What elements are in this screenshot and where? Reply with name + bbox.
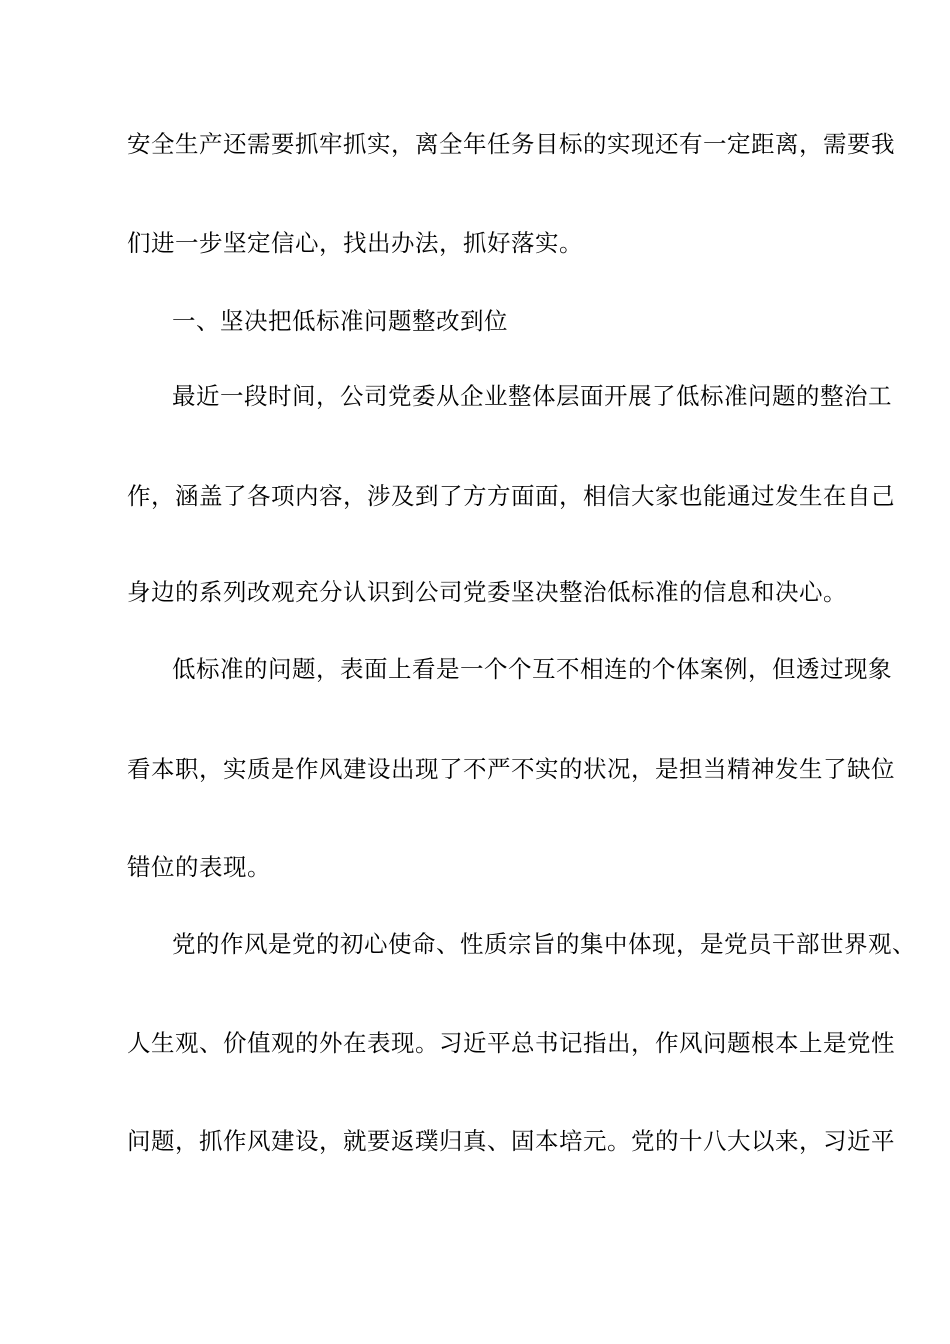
section-heading: 一、坚决把低标准问题整改到位 bbox=[172, 307, 508, 335]
text-line-4: 最近一段时间，公司党委从企业整体层面开展了低标准问题的整治工 bbox=[172, 382, 892, 410]
text-line-11: 人生观、价值观的外在表现。习近平总书记指出，作风问题根本上是党性 bbox=[127, 1029, 895, 1057]
text-line-7: 低标准的问题，表面上看是一个个互不相连的个体案例，但透过现象 bbox=[172, 655, 892, 683]
text-line-6: 身边的系列改观充分认识到公司党委坚决整治低标准的信息和决心。 bbox=[127, 578, 847, 606]
text-line-1: 安全生产还需要抓牢抓实，离全年任务目标的实现还有一定距离，需要我 bbox=[127, 130, 895, 158]
text-line-9: 错位的表现。 bbox=[127, 853, 271, 881]
text-line-5: 作，涵盖了各项内容，涉及到了方方面面，相信大家也能通过发生在自己 bbox=[127, 482, 895, 510]
text-line-2: 们进一步坚定信心，找出办法，抓好落实。 bbox=[127, 229, 583, 257]
text-line-10: 党的作风是党的初心使命、性质宗旨的集中体现，是党员干部世界观、 bbox=[172, 930, 916, 958]
text-line-8: 看本职，实质是作风建设出现了不严不实的状况，是担当精神发生了缺位 bbox=[127, 755, 895, 783]
text-line-12: 问题，抓作风建设，就要返璞归真、固本培元。党的十八大以来，习近平 bbox=[127, 1127, 895, 1155]
